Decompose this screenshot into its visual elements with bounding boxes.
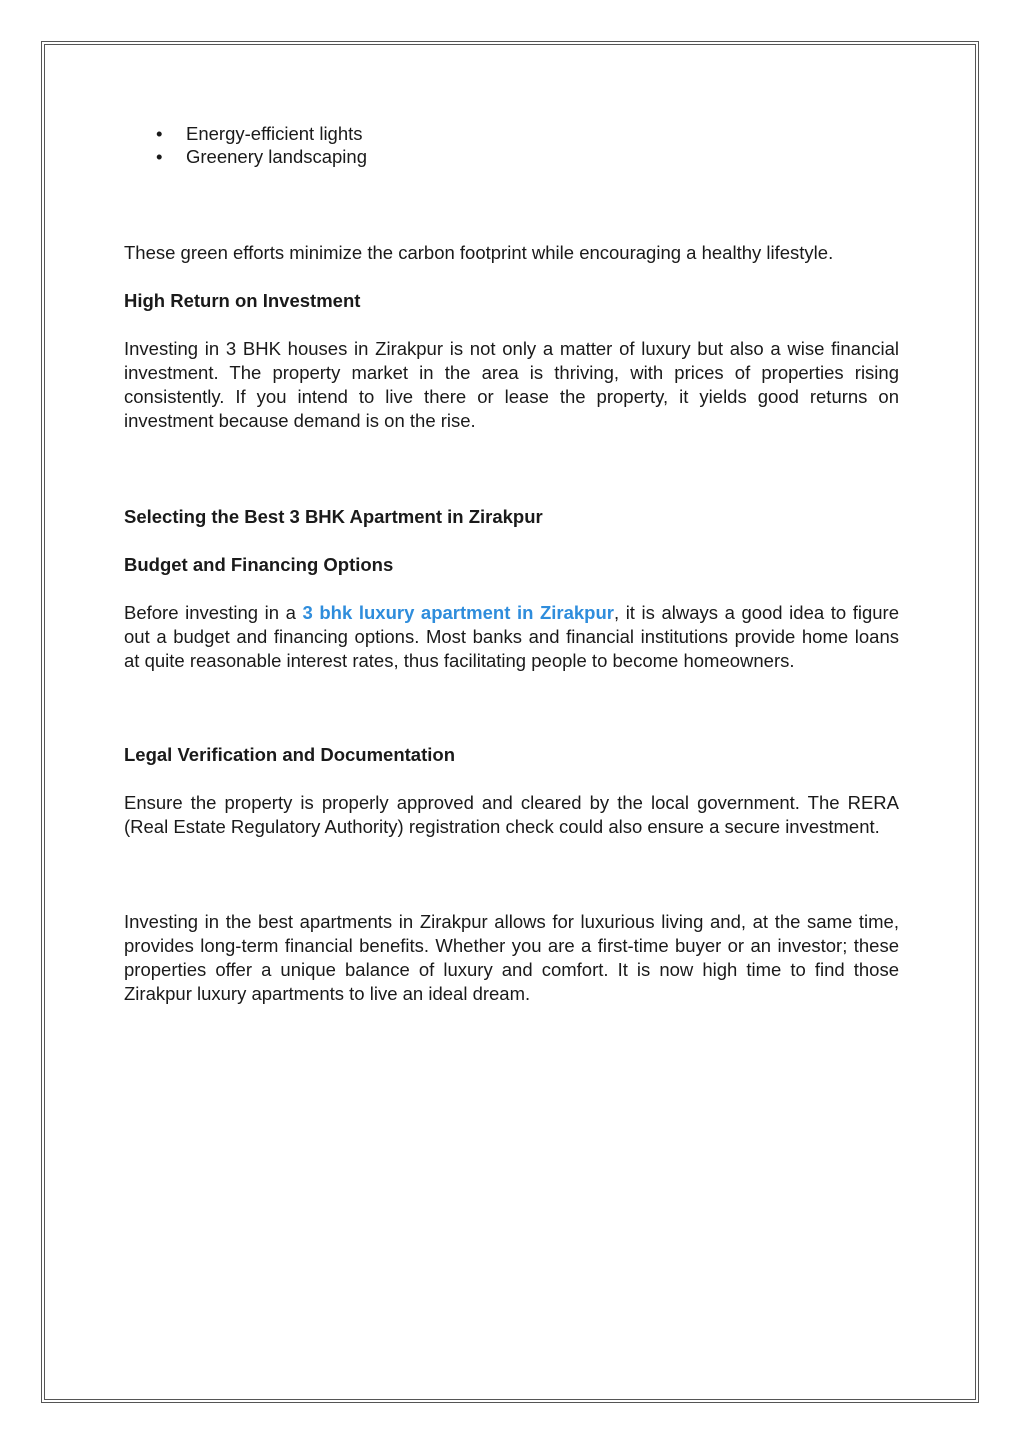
budget-paragraph	[124, 601, 899, 673]
feature-list	[124, 122, 899, 168]
budget-heading: Budget and Financing Options	[124, 554, 394, 575]
conclusion-paragraph: Investing in the best apartments in Zirakpur allows for luxurious living and, at the same time, provides long-term financial benefits. Whether you are a first-time buyer or an investor; these properties offer a unique balance of luxury and comfort. It is now high time to find those Zirakpur luxury apartments to live an ideal dream.	[124, 911, 899, 1004]
budget-text-before: Before investing in a	[124, 602, 303, 623]
budget-text-after: , it is always a good idea to figure out a budget and financing options. Most banks and financial institutions provide home loans at quite reasonable interest rates, thus facilitating people to become homeowners.	[124, 602, 899, 671]
selecting-heading: Selecting the Best 3 BHK Apartment in Zirakpur	[124, 506, 543, 527]
document-body	[124, 122, 899, 1006]
legal-paragraph: Ensure the property is properly approved and cleared by the local government. The RERA (Real Estate Regulatory Authority) registration check could also ensure a secure investment.	[124, 792, 899, 837]
list-item: • Greenery landscaping	[124, 145, 899, 168]
roi-paragraph: Investing in 3 BHK houses in Zirakpur is not only a matter of luxury but also a wise financial investment. The property market in the area is thriving, with prices of properties rising consistently. If you intend to live there or lease the property, it yields good returns on investment because demand is on the rise.	[124, 338, 899, 431]
list-item: • Energy-efficient lights	[124, 122, 899, 145]
apartment-link[interactable]: 3 bhk luxury apartment in Zirakpur	[302, 602, 614, 623]
roi-heading: High Return on Investment	[124, 290, 361, 311]
legal-heading: Legal Verification and Documentation	[124, 744, 455, 765]
green-summary-paragraph: These green efforts minimize the carbon footprint while encouraging a healthy lifestyle.	[124, 242, 834, 263]
